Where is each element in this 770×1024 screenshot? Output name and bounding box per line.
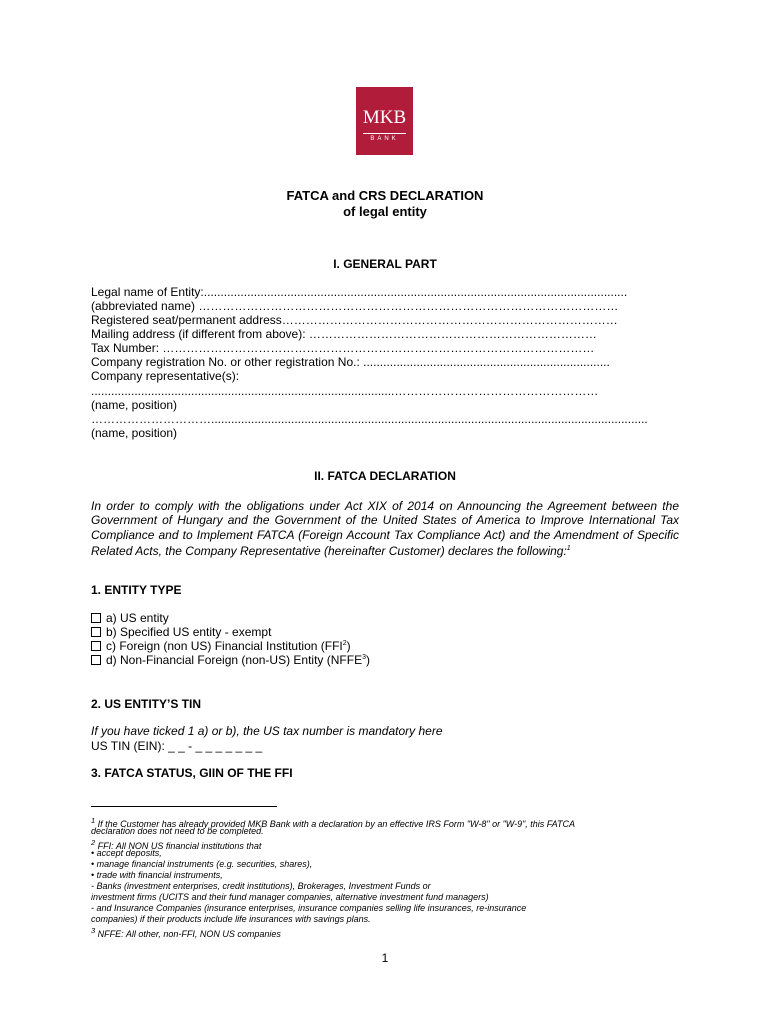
fatca-intro-paragraph [91,499,679,558]
field-legal-name[interactable]: Legal name of Entity:............................................................................................................................... [91,285,628,299]
footnote-line: $^3$ NFFE: All other, non-FFI, NON US companies [91,926,281,939]
checkbox-icon[interactable] [91,613,101,623]
field-registration-number[interactable]: Company registration No. or other registration No.: .......................................................................... [91,355,610,369]
entity-option-b-label: b) Specified US entity - exempt [106,625,272,639]
footnote-line: • manage financial instruments (e.g. securities, shares), [91,859,313,869]
field-registered-seat[interactable]: Registered seat/permanent address………………………………………………………………………… [91,313,618,327]
section-general-heading: I. GENERAL PART [333,257,437,271]
entity-option-d[interactable] [91,653,370,667]
footnote-line: companies) if their products include life insurances with savings plans. [91,914,371,924]
field-representatives-label: Company representative(s): [91,369,240,383]
footnote-line: investment firms (UCITS and their fund manager companies, alternative investment fund managers) [91,892,489,902]
document-subtitle: of legal entity [343,204,427,219]
entity-option-b[interactable] [91,625,271,639]
logo-rule [363,133,406,134]
field-mailing-address[interactable]: Mailing address (if different from above): ……………………………………………………………… [91,327,597,341]
entity-option-a-label: a) US entity [106,611,169,625]
section-fatca-heading: II. FATCA DECLARATION [314,469,456,483]
checkbox-icon[interactable] [91,627,101,637]
us-tin-field[interactable]: US TIN (EIN): _ _ - _ _ _ _ _ _ _ [91,739,263,753]
page-number: 1 [381,951,389,965]
footnote-line: $^1$ If the Customer has already provided MKB Bank with a declaration by an effective IRS Form "W-8" or "W-9", this FATCA [91,816,575,829]
field-tax-number[interactable]: Tax Number: ……………………………………………………………………………………………… [91,341,595,355]
entity-option-c[interactable] [91,639,351,653]
fatca-status-heading: 3. FATCA STATUS, GIIN OF THE FFI [91,766,293,780]
field-representative-2-caption: (name, position) [91,426,178,440]
field-representative-1[interactable]: ...........................................................................................…………………………………………… [91,384,599,398]
entity-option-c-tail: ) [346,639,351,653]
field-representative-1-caption: (name, position) [91,398,178,412]
footnote-line: $^2$ FFI: All NON US financial institutions that [91,838,262,851]
entity-option-c-label: c) Foreign (non US) Financial Institution (FFI [106,639,343,653]
footnote-line: - Banks (investment enterprises, credit institutions), Brokerages, Investment Funds or [91,881,431,891]
footnote-ref-1: 1 [566,544,571,552]
footnote-ref-2: 2 [342,640,347,647]
logo-sub: BANK [370,136,399,142]
logo-brand: MKB [362,107,407,128]
footnote-line: - and Insurance Companies (insurance enterprises, insurance companies selling life insurances, re-insurance [91,903,527,913]
footnote-divider [91,806,277,807]
entity-option-d-tail: ) [365,653,370,667]
footnote-line: declaration does not need to be completed. [91,826,264,836]
mkb-bank-logo [356,87,413,155]
checkbox-icon[interactable] [91,655,101,665]
document-title: FATCA and CRS DECLARATION [286,188,484,203]
footnote-ref-3: 3 [362,654,366,661]
footnote-line: • accept deposits, [91,848,162,858]
fatca-intro-text: In order to comply with the obligations under Act XIX of 2014 on Announcing the Agreement between the Government of Hungary and the Government of the United States of America to Improve International Tax Compliance and to Implement FATCA (Foreign Account Tax Compliance Act) and the Amendment of Specific Related Acts, the Company Representative (hereinafter Customer) declares the following: [91,499,679,558]
field-representative-2[interactable]: …………………………................................................................................................................................... [91,412,648,426]
entity-option-a[interactable] [91,611,169,625]
entity-option-d-label: d) Non-Financial Foreign (non-US) Entity (NFFE [106,653,363,667]
us-tin-note: If you have ticked 1 a) or b), the US tax number is mandatory here [91,724,443,738]
field-abbreviated-name[interactable]: (abbreviated name) …………………………………………………………………………………………… [91,299,619,313]
us-tin-heading: 2. US ENTITY’S TIN [91,697,202,711]
checkbox-icon[interactable] [91,641,101,651]
entity-type-heading: 1. ENTITY TYPE [91,583,182,597]
footnote-line: • trade with financial instruments, [91,870,223,880]
